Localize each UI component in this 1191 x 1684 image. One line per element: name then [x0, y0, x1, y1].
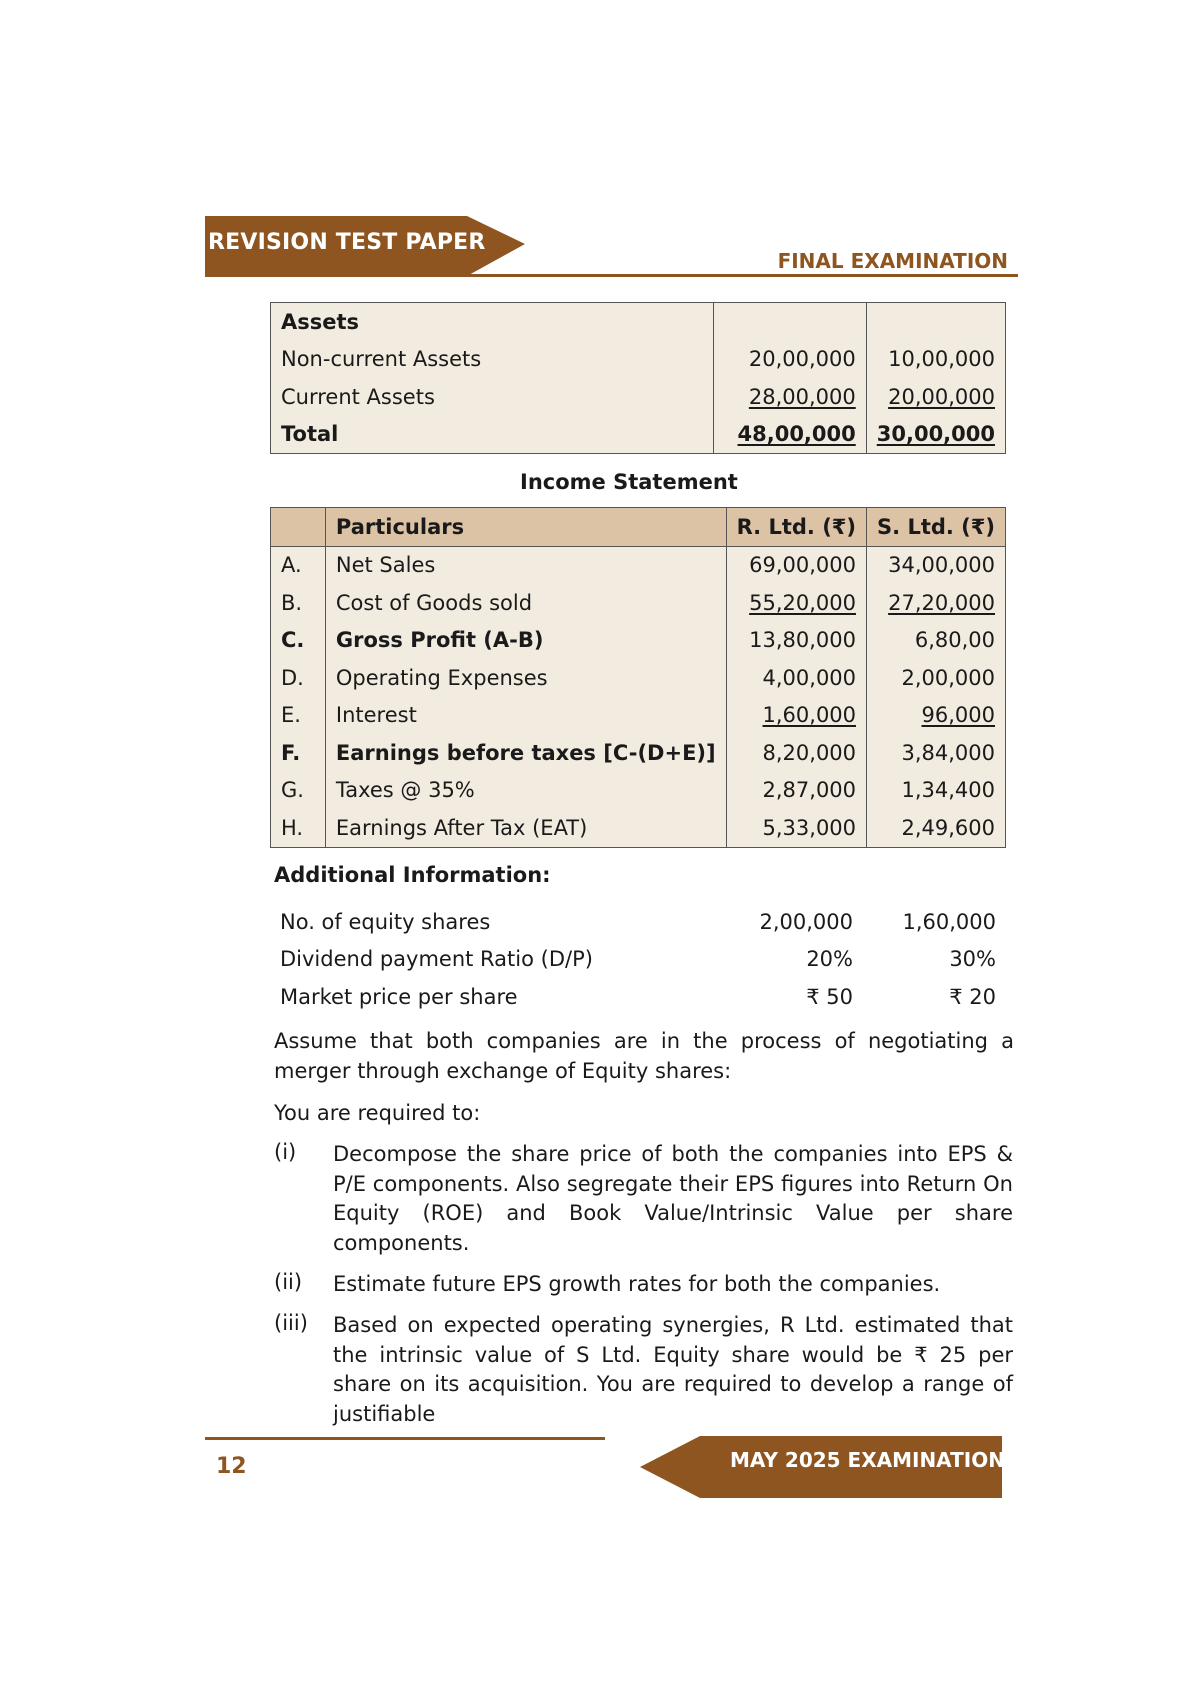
- header-rule: [205, 274, 1018, 277]
- row-label: Interest: [325, 697, 726, 735]
- table-row: [270, 978, 1006, 1016]
- row-s: 2,49,600: [901, 815, 995, 840]
- total-label: Total: [271, 416, 714, 454]
- row-r: 4,00,000: [726, 659, 866, 697]
- non-current-assets-label: Non-current Assets: [271, 341, 714, 379]
- table-row: [271, 416, 1006, 454]
- row-id: A.: [271, 546, 326, 584]
- info-s: 1,60,000: [902, 909, 996, 934]
- total-s: 30,00,000: [876, 422, 995, 447]
- info-r: 2,00,000: [759, 909, 853, 934]
- assets-table: [270, 302, 1006, 454]
- header-right-title: FINAL EXAMINATION: [777, 249, 1008, 273]
- item-number: (i): [274, 1140, 297, 1164]
- row-id: B.: [271, 584, 326, 622]
- table-row: [271, 341, 1006, 379]
- s-ltd-header: S. Ltd. (₹): [867, 508, 1006, 547]
- row-r: 2,87,000: [726, 772, 866, 810]
- row-r: 69,00,000: [726, 546, 866, 584]
- non-current-assets-r: 20,00,000: [714, 341, 867, 379]
- additional-info-heading: Additional Information:: [274, 863, 551, 887]
- row-r: 1,60,000: [762, 703, 857, 728]
- income-statement-heading: Income Statement: [520, 470, 738, 494]
- r-ltd-header: R. Ltd. (₹): [726, 508, 866, 547]
- non-current-assets-s: 10,00,000: [888, 347, 995, 372]
- info-label: Market price per share: [280, 984, 518, 1009]
- row-r: 5,33,000: [726, 809, 866, 847]
- assets-s: [866, 303, 1005, 341]
- item-text: Based on expected operating synergies, R Ltd. estimated that the intrinsic value of S Ltd. Equity share would be ₹ 25 per share on its acquisition. You are required to develop a range of justifiable: [333, 1313, 1013, 1426]
- total-r: 48,00,000: [737, 422, 856, 447]
- particulars-header: Particulars: [325, 508, 726, 547]
- table-row: [270, 903, 1006, 941]
- row-r: 13,80,000: [726, 622, 866, 660]
- required-paragraph: You are required to:: [274, 1101, 481, 1125]
- current-assets-label: Current Assets: [271, 378, 714, 416]
- table-header-row: [271, 508, 1006, 547]
- item-text: Estimate future EPS growth rates for both the companies.: [333, 1272, 941, 1296]
- info-r: 20%: [806, 947, 853, 972]
- row-label: Taxes @ 35%: [325, 772, 726, 810]
- row-label: Gross Profit (A-B): [325, 622, 726, 660]
- row-s: 6,80,00: [914, 628, 995, 653]
- row-r: 8,20,000: [726, 734, 866, 772]
- current-assets-s: 20,00,000: [888, 384, 995, 409]
- info-label: Dividend payment Ratio (D/P): [280, 947, 593, 972]
- assume-paragraph: Assume that both companies are in the process of negotiating a merger through exchange of Equity shares:: [274, 1029, 1014, 1083]
- row-label: Earnings before taxes [C-(D+E)]: [325, 734, 726, 772]
- assets-label: Assets: [271, 303, 714, 341]
- row-s: 34,00,000: [888, 553, 995, 578]
- current-assets-r: 28,00,000: [748, 384, 856, 409]
- table-row: [271, 809, 1006, 847]
- row-id: C.: [271, 622, 326, 660]
- page-number: 12: [216, 1454, 247, 1479]
- row-id: E.: [271, 697, 326, 735]
- info-s: 30%: [949, 947, 996, 972]
- row-s: 27,20,000: [888, 590, 995, 615]
- info-r: ₹ 50: [806, 984, 853, 1009]
- assets-r: [714, 303, 867, 341]
- row-s: 1,34,400: [901, 778, 995, 803]
- row-id: F.: [271, 734, 326, 772]
- table-row: [271, 659, 1006, 697]
- item-text: Decompose the share price of both the companies into EPS & P/E components. Also segregate their EPS figures into Return On Equity (ROE) and Book Value/Intrinsic Value per share components.: [333, 1142, 1013, 1255]
- item-number: (iii): [274, 1311, 308, 1335]
- table-row: [271, 378, 1006, 416]
- table-row: [271, 303, 1006, 341]
- row-id: D.: [271, 659, 326, 697]
- row-id: H.: [271, 809, 326, 847]
- income-statement-table: [270, 507, 1006, 848]
- table-row: [271, 772, 1006, 810]
- table-row: [271, 734, 1006, 772]
- row-s: 3,84,000: [901, 740, 995, 765]
- row-s: 2,00,000: [901, 665, 995, 690]
- info-s: ₹ 20: [949, 984, 996, 1009]
- table-row: [271, 697, 1006, 735]
- row-label: Earnings After Tax (EAT): [325, 809, 726, 847]
- additional-info-table: [270, 903, 1006, 1016]
- row-s: 96,000: [921, 703, 995, 728]
- row-r: 55,20,000: [749, 590, 857, 615]
- footer-right-title: MAY 2025 EXAMINATION: [730, 1448, 1005, 1472]
- item-number: (ii): [274, 1270, 303, 1294]
- table-row: [271, 546, 1006, 584]
- row-label: Net Sales: [325, 546, 726, 584]
- footer-rule: [205, 1437, 605, 1440]
- row-label: Operating Expenses: [325, 659, 726, 697]
- row-label: Cost of Goods sold: [325, 584, 726, 622]
- info-label: No. of equity shares: [280, 909, 491, 934]
- table-row: [271, 584, 1006, 622]
- row-id: G.: [271, 772, 326, 810]
- table-row: [270, 941, 1006, 979]
- table-row: [271, 622, 1006, 660]
- header-left-title: REVISION TEST PAPER: [208, 230, 486, 255]
